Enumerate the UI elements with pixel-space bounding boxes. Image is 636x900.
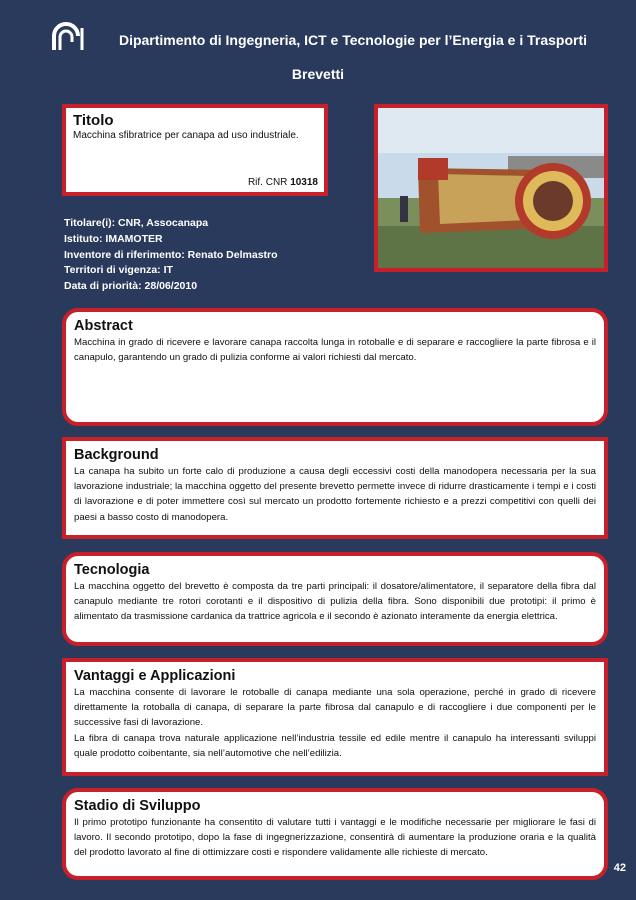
stadio-text: Il primo prototipo funzionante ha consentito di valutare tutti i vantaggi e le modifiche necessarie per migliorare le fasi di lavoro. Il secondo prototipo, dopo la fase di ingegnerizzazione, consentirà di aumentare la produzione oraria e la qualità del prodotto lavorato al fine di ottimizzare costi e rispondere validamente alle richieste di mercato. <box>74 817 596 859</box>
background-box <box>62 437 608 539</box>
titolo-heading: Titolo <box>73 112 114 129</box>
patent-metadata <box>64 216 364 295</box>
machine-photo <box>374 104 608 272</box>
titolare-line: Titolare(i): CNR, Assocanapa <box>64 217 209 229</box>
reference-value: 10318 <box>290 177 318 188</box>
stadio-box <box>62 788 608 880</box>
territori-line: Territori di vigenza: IT <box>64 264 173 277</box>
inventore-line: Inventore di riferimento: Renato Delmastro <box>64 248 278 261</box>
data-priorita-line: Data di priorità: 28/06/2010 <box>64 280 198 293</box>
background-text: La canapa ha subito un forte calo di produzione a causa degli eccessivi costi della manodopera necessaria per la sua lavorazione industriale; la macchina oggetto del presente brevetto permette invece di ridurre drasticamente i tempi e i costi di lavorazione e di poter immettere così sul mercato un prodotto fortemente richiesto e a prezzi competitivi con quelli dei paesi a basso costo di manodopera. <box>74 466 596 523</box>
cnr-logo-icon <box>50 22 86 52</box>
section-title: Brevetti <box>291 66 345 82</box>
hemp-machine-photo-icon <box>378 108 604 268</box>
tecnologia-box <box>62 552 608 646</box>
abstract-heading: Abstract <box>74 318 133 334</box>
titolo-box <box>62 104 328 196</box>
istituto-line: Istituto: IMAMOTER <box>64 232 163 245</box>
tecnologia-text: La macchina oggetto del brevetto è composta da tre parti principali: il dosatore/alimentatore, il separatore della fibra dal canapulo mediante tre rotori corotanti e il dispositivo di pulizia della fibra. Sono disponibili due prototipi: il primo è alimentato da trasmissione cardanica da trattrice agricola e il secondo è azionato interamente da energia elettrica. <box>74 581 596 623</box>
department-title: Dipartimento di Ingegneria, ICT e Tecnologie per l’Energia e i Trasporti <box>118 32 588 48</box>
background-heading: Background <box>74 447 159 463</box>
vantaggi-box <box>62 658 608 776</box>
titolo-text: Macchina sfibratrice per canapa ad uso industriale. <box>73 130 299 141</box>
page-number: 42 <box>613 862 626 874</box>
reference-label: Rif. CNR <box>247 177 288 188</box>
vantaggi-heading: Vantaggi e Applicazioni <box>74 668 236 684</box>
reference-number <box>248 177 318 188</box>
vantaggi-text-2: La fibra di canapa trova naturale applicazione nell’industria tessile ed edile mentre il canapulo ha interessanti sviluppi quale prodotto coibentante, sia nell’automotive che nell’edilizia. <box>74 732 596 759</box>
tecnologia-heading: Tecnologia <box>74 562 150 578</box>
stadio-heading: Stadio di Sviluppo <box>74 798 201 814</box>
abstract-text: Macchina in grado di ricevere e lavorare canapa raccolta lunga in rotoballe e di separare e raccogliere la parte fibrosa e il canapulo, garantendo un grado di pulizia conforme ai valori richiesti dal mercato. <box>74 337 596 364</box>
abstract-box <box>62 308 608 426</box>
vantaggi-text-1: La macchina consente di lavorare le rotoballe di canapa mediante una sola operazione, perché in grado di ricevere direttamente la rotoballa di canapa, di separare la parte fibrosa dal canapulo e di raccogliere i due componenti per le successive fasi di lavorazione. <box>74 687 596 729</box>
